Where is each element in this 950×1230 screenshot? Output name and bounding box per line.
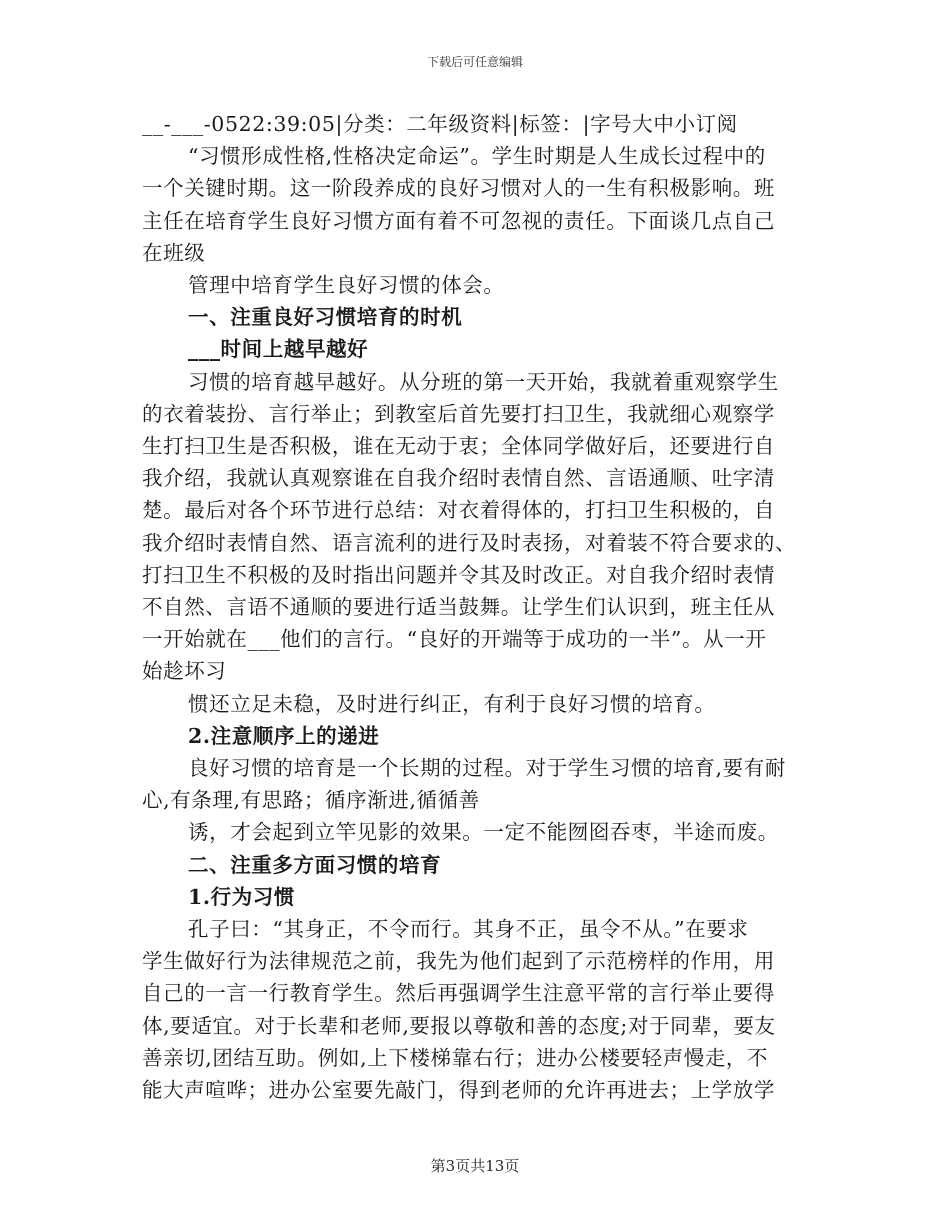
paragraph-line: 能大声喧哗；进办公室要先敲门，得到老师的允许再进去；上学放学 <box>142 1078 775 1103</box>
paragraph-line: 一开始就在___他们的言行。“良好的开端等于成功的一半”。从一开 <box>142 627 767 652</box>
paragraph-line: 学生做好行为法律规范之前，我先为他们起到了示范榜样的作用，用 <box>142 949 775 974</box>
paragraph-line: 善亲切,团结互助。例如,上下楼梯靠右行；进办公楼要轻声慢走，不 <box>142 1045 769 1070</box>
paragraph-line: 我介绍时表情自然、语言流利的进行及时表扬，对着装不符合要求的、 <box>142 530 797 555</box>
meta-line: __-___-0522:39:05|分类：二年级资料|标签：|字号大中小订阅 <box>142 112 738 136</box>
page-number: 第3页共13页 <box>430 1157 520 1175</box>
paragraph-line: 良好习惯的培育是一个长期的过程。对于学生习惯的培育,要有耐 <box>188 756 786 781</box>
paragraph-line: 的衣着装扮、言行举止；到教室后首先要打扫卫生，我就细心观察学 <box>142 401 775 426</box>
paragraph-line: 主任在培育学生良好习惯方面有着不可忽视的责任。下面谈几点自己 <box>142 208 775 233</box>
paragraph-line: 生打扫卫生是否积极，谁在无动于衷；全体同学做好后，还要进行自 <box>142 434 775 459</box>
subsection-heading: ___时间上越早越好 <box>188 337 369 362</box>
paragraph-line: 自己的一言一行教育学生。然后再强调学生注意平常的言行举止要得 <box>142 981 775 1006</box>
paragraph-line: 不自然、言语不通顺的要进行适当鼓舞。让学生们认识到，班主任从 <box>142 595 775 620</box>
paragraph-line: 习惯的培育越早越好。从分班的第一天开始，我就着重观察学生 <box>188 369 779 394</box>
document-body <box>142 108 810 1106</box>
paragraph-line: 体,要适宜。对于长辈和老师,要报以尊敬和善的态度;对于同辈，要友 <box>142 1013 776 1038</box>
paragraph-line: 管理中培育学生良好习惯的体会。 <box>188 273 505 298</box>
subsection-heading: 2.注意顺序上的递进 <box>188 723 380 748</box>
paragraph-line: 我介绍，我就认真观察谁在自我介绍时表情自然、言语通顺、吐字清 <box>142 466 775 491</box>
paragraph-line: 孔子曰：“其身正，不令而行。其身不正，虽令不从。”在要求 <box>188 917 749 942</box>
paragraph-line: 始趁坏习 <box>142 659 227 684</box>
paragraph-line: 在班级 <box>142 240 206 265</box>
paragraph-line: 惯还立足未稳，及时进行纠正，有利于良好习惯的培育。 <box>188 691 716 716</box>
paragraph-line: 诱，才会起到立竿见影的效果。一定不能囫囵吞枣，半途而废。 <box>188 820 779 845</box>
subsection-heading: 1.行为习惯 <box>188 884 296 909</box>
section-heading: 一、注重良好习惯培育的时机 <box>188 305 463 330</box>
paragraph-line: 心,有条理,有思路；循序渐进,循循善 <box>142 788 480 813</box>
section-heading: 二、注重多方面习惯的培育 <box>188 852 442 877</box>
paragraph-line: 打扫卫生不积极的及时指出问题并令其及时改正。对自我介绍时表情 <box>142 562 775 587</box>
download-note: 下载后可任意编辑 <box>426 55 523 69</box>
paragraph-line: “习惯形成性格,性格决定命运”。学生时期是人生成长过程中的 <box>188 144 766 169</box>
paragraph-line: 一个关键时期。这一阶段养成的良好习惯对人的一生有积极影响。班 <box>142 176 775 201</box>
paragraph-line: 楚。最后对各个环节进行总结：对衣着得体的，打扫卫生积极的，自 <box>142 498 775 523</box>
